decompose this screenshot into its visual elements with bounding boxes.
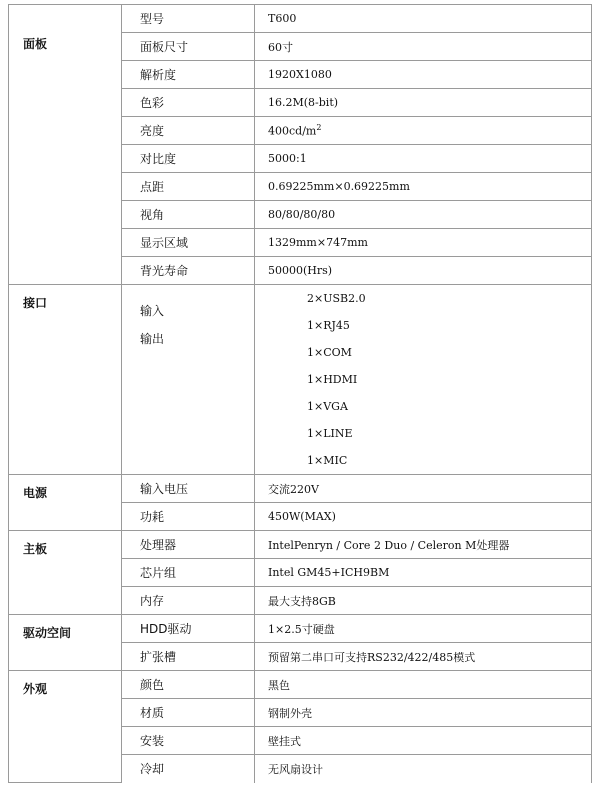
spec-key: 点距 [122,173,255,201]
port-item: 1×VGA [307,400,348,413]
category-drive: 驱动空间 [9,615,122,671]
table-row [9,475,592,503]
spec-key: 处理器 [122,531,255,559]
table-row [9,5,592,33]
spec-value: 60寸 [255,33,592,61]
spec-key: 安装 [122,727,255,755]
spec-value: 预留第二串口可支持RS232/422/485模式 [255,643,592,671]
superscript: 2 [316,123,322,133]
port-item: 1×RJ45 [307,319,350,332]
spec-value: Intel GM45+ICH9BM [255,559,592,587]
spec-value: T600 [255,5,592,33]
spec-value: 1×2.5寸硬盘 [255,615,592,643]
category-panel: 面板 [9,5,122,285]
spec-key: 对比度 [122,145,255,173]
spec-key: HDD驱动 [122,615,255,643]
category-mainboard: 主板 [9,531,122,615]
spec-key: 解析度 [122,61,255,89]
spec-value: 1920X1080 [255,61,592,89]
spec-key: 材质 [122,699,255,727]
port-item: 2×USB2.0 [307,292,366,305]
spec-table [8,4,592,783]
category-interface: 接口 [9,285,122,475]
spec-value: 钢制外壳 [255,699,592,727]
spec-key: 内存 [122,587,255,615]
spec-value: 最大支持8GB [255,587,592,615]
port-item: 1×LINE [307,427,353,440]
port-item: 1×COM [307,346,352,359]
category-appearance: 外观 [9,671,122,783]
spec-value: 80/80/80/80 [255,201,592,229]
spec-key: 面板尺寸 [122,33,255,61]
table-row [9,615,592,643]
spec-key: 视角 [122,201,255,229]
spec-key: 背光寿命 [122,257,255,285]
input-label: 输入 [140,304,165,318]
spec-key: 功耗 [122,503,255,531]
spec-value [255,117,592,145]
table-row [9,531,592,559]
spec-key: 型号 [122,5,255,33]
io-labels [122,285,255,475]
spec-value: 无风扇设计 [255,755,592,783]
spec-value: 黑色 [255,671,592,699]
spec-value: 450W(MAX) [255,503,592,531]
spec-value: 0.69225mm×0.69225mm [255,173,592,201]
category-power: 电源 [9,475,122,531]
spec-key: 芯片组 [122,559,255,587]
port-list [255,285,592,475]
spec-value: 16.2M(8-bit) [255,89,592,117]
spec-key: 显示区域 [122,229,255,257]
spec-value: 壁挂式 [255,727,592,755]
table-row [9,671,592,699]
port-item: 1×MIC [307,454,348,467]
brightness-value: 400cd/m [268,124,317,138]
port-item: 1×HDMI [307,373,358,386]
spec-key: 输入电压 [122,475,255,503]
spec-key: 扩张槽 [122,643,255,671]
table-row [9,285,592,475]
spec-key: 颜色 [122,671,255,699]
spec-key: 冷却 [122,755,255,783]
spec-key: 色彩 [122,89,255,117]
spec-value: 1329mm×747mm [255,229,592,257]
spec-value: IntelPenryn / Core 2 Duo / Celeron M处理器 [255,531,592,559]
spec-key: 亮度 [122,117,255,145]
spec-value: 5000:1 [255,145,592,173]
spec-value: 50000(Hrs) [255,257,592,285]
spec-value: 交流220V [255,475,592,503]
output-label: 输出 [140,332,165,346]
